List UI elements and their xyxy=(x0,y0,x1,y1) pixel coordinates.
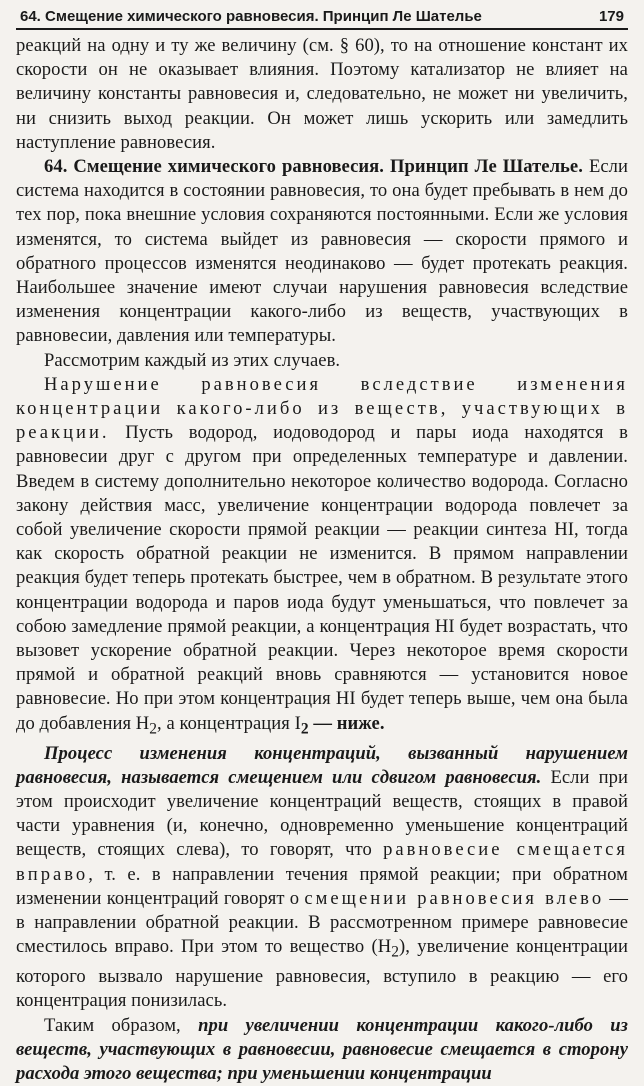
running-header xyxy=(16,8,628,30)
paragraph-2-text: Если система находится в состоянии равновесия, то она будет пребывать в нем до тех пор, пока внешние условия сохраняются постоянными. Если же условия изменятся, то система выйдет из равновесия — скорости прямого и обратного процессов изменятся неодинаково — будет протекать реакция. Наибольшее значение имеют случаи нарушения равновесия вследствие изменения концентрации какого-либо из веществ, участвующих в равновесии, давления или температуры. xyxy=(16,156,628,347)
paragraph-5-text-a: Если при этом происходит увеличение концентраций веществ, стоящих в правой части уравнения (и, конечно, одновременно уменьшение концентраций веществ, стоящих слева), то говорят, что xyxy=(16,766,628,861)
page-number: 179 xyxy=(598,8,624,25)
paragraph-5-text-d: ), увеличение концентрации которого вызвало нарушение равновесия, вступило в реакцию — его концентрация понизилась. xyxy=(16,936,629,1012)
subscript: 2 xyxy=(300,720,309,738)
paragraph-4-mid: , а концентрация I xyxy=(157,712,301,734)
section-heading: 64. Смещение химического равновесия. Принцип Ле Шателье. xyxy=(44,156,583,178)
paragraph-5-text-b: , т. е. в направлении течения прямой реакции; при обратном изменении концентраций говорят о xyxy=(16,863,628,909)
paragraph-1: реакций на одну и ту же величину (см. § 60), то на отношение констант их скорости он не оказывает влияния. Поэтому катализатор не влияет на величину константы равновесия и, следовательно, не может ни увеличить, ни снизить выход реакции. Он может лишь ускорить или замедлить наступление равновесия. xyxy=(16,35,628,153)
page-body xyxy=(16,34,628,1086)
spaced-term-right: равновесие смещается вправо xyxy=(16,839,628,885)
spaced-term-left: смещении равновесия влево xyxy=(304,887,605,909)
spaced-subheading: Нарушение равновесия вследствие изменения концентрации какого-либо из веществ, участвующих в реакции. xyxy=(16,373,628,444)
paragraph-5-text-c: — в направлении обратной реакции. В рассмотренном примере равновесие сместилось вправо. При этом то вещество (H xyxy=(16,887,628,958)
principle-italic: при увеличении концентрации какого-либо из веществ, участвующих в равновесии, равновесие смещается в сторону расхода этого вещества; при уменьшении концентрации xyxy=(16,1014,628,1084)
running-title: 64. Смещение химического равновесия. Принцип Ле Шателье xyxy=(20,8,482,25)
paragraph-4 xyxy=(16,373,628,742)
paragraph-4-end: — ниже. xyxy=(308,712,385,734)
definition-italic: Процесс изменения концентраций, вызванный нарушением равновесия, называется смещением или сдвигом равновесия. xyxy=(16,742,628,788)
subscript: 2 xyxy=(391,943,400,961)
paragraph-2 xyxy=(16,155,628,349)
paragraph-6 xyxy=(16,1014,628,1086)
subscript: 2 xyxy=(149,720,158,738)
paragraph-3: Рассмотрим каждый из этих случаев. xyxy=(44,349,341,371)
paragraph-4-text: Пусть водород, иодоводород и пары иода находятся в равновесии друг с другом при определенных температуре и давлении. Введем в систему дополнительно некоторое количество водорода. Согласно закону действия масс, увеличение концентрации водорода повлечет за собой увеличение скорости прямой реакции — реакции синтеза HI, тогда как скорость обратной реакции не изменится. В прямом направлении реакция будет теперь протекать быстрее, чем в обратном. В результате этого концентрации водорода и паров иода будут уменьшаться, что повлечет за собою замедление прямой реакции, а концентрация HI будет возрастать, что вызовет ускорение обратной реакции. Через некоторое время скорости прямой и обратной реакций вновь сравняются — установится новое равновесие. Но при этом концентрация HI будет теперь выше, чем она была до добавления H xyxy=(16,422,628,734)
paragraph-5 xyxy=(16,742,628,1014)
paragraph-6-start: Таким образом, xyxy=(44,1014,199,1036)
